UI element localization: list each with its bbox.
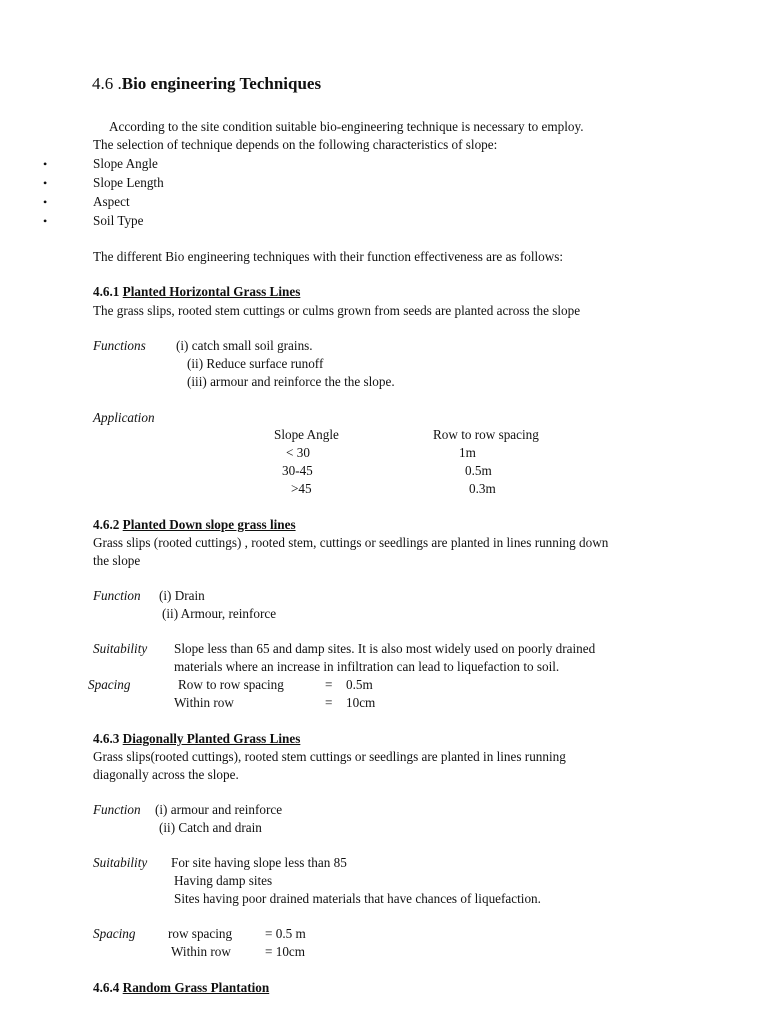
function-item: (ii) Armour, reinforce — [162, 606, 277, 621]
subsection-heading-462 — [93, 518, 296, 531]
suitability-label: Suitability — [93, 641, 148, 656]
table-cell: 30-45 — [282, 463, 313, 478]
section-title: Bio engineering Techniques — [121, 74, 322, 93]
application-label: Application — [93, 410, 155, 425]
subsection-desc: Grass slips(rooted cuttings), rooted stem cuttings or seedlings are planted in lines running — [93, 749, 566, 764]
bullet-icon: • — [43, 195, 48, 209]
spacing-value: 10cm — [346, 695, 376, 710]
table-header-spacing: Row to row spacing — [433, 427, 539, 442]
function-item: (iii) armour and reinforce the the slope. — [187, 374, 395, 389]
spacing-item-label: Row to row spacing — [178, 677, 284, 692]
spacing-equals: = — [325, 695, 333, 710]
bullet-icon: • — [43, 157, 48, 171]
functions-label: Functions — [93, 338, 146, 353]
intro-line-1: According to the site condition suitable bio-engineering technique is necessary to employ. — [109, 119, 584, 134]
subsection-desc: diagonally across the slope. — [93, 767, 239, 782]
subsection-desc: The grass slips, rooted stem cuttings or culms grown from seeds are planted across the slope — [93, 303, 581, 318]
table-cell: 1m — [459, 445, 476, 460]
table-cell: >45 — [291, 481, 312, 496]
table-header-slope-angle: Slope Angle — [274, 427, 339, 442]
page-title — [92, 75, 321, 92]
subsection-heading-461 — [93, 285, 300, 298]
list-item: Slope Angle — [93, 156, 158, 171]
list-item: Soil Type — [93, 213, 144, 228]
subsection-title: Random Grass Plantation — [122, 980, 270, 995]
function-item: (ii) Reduce surface runoff — [187, 356, 324, 371]
subsection-desc: the slope — [93, 553, 141, 568]
suitability-text: For site having slope less than 85 — [171, 855, 347, 870]
subsection-heading-463 — [93, 732, 300, 745]
suitability-text: Slope less than 65 and damp sites. It is also most widely used on poorly drained — [174, 641, 596, 656]
spacing-item-label: row spacing — [168, 926, 233, 941]
subsection-number: 4.6.4 — [93, 980, 120, 995]
subsection-title: Planted Horizontal Grass Lines — [122, 284, 301, 299]
section-number: 4.6 . — [92, 74, 122, 93]
subsection-number: 4.6.1 — [93, 284, 120, 299]
table-cell: 0.5m — [465, 463, 492, 478]
spacing-label: Spacing — [93, 926, 136, 941]
suitability-text: Sites having poor drained materials that have chances of liquefaction. — [174, 891, 541, 906]
techniques-intro: The different Bio engineering techniques with their function effectiveness are as follows: — [93, 249, 564, 264]
suitability-label: Suitability — [93, 855, 148, 870]
subsection-title: Planted Down slope grass lines — [122, 517, 296, 532]
bullet-icon: • — [43, 176, 48, 190]
spacing-equals: = — [325, 677, 333, 692]
list-item: Slope Length — [93, 175, 164, 190]
function-label: Function — [93, 588, 141, 603]
function-item: (i) catch small soil grains. — [176, 338, 313, 353]
function-label: Function — [93, 802, 141, 817]
subsection-number: 4.6.3 — [93, 731, 120, 746]
intro-line-2: The selection of technique depends on the following characteristics of slope: — [93, 137, 498, 152]
spacing-item-label: Within row — [174, 695, 234, 710]
bullet-icon: • — [43, 214, 48, 228]
spacing-label: Spacing — [88, 677, 131, 692]
suitability-text: Having damp sites — [174, 873, 273, 888]
function-item: (i) armour and reinforce — [155, 802, 283, 817]
function-item: (ii) Catch and drain — [159, 820, 262, 835]
spacing-value: = 0.5 m — [265, 926, 306, 941]
function-item: (i) Drain — [159, 588, 205, 603]
spacing-value: = 10cm — [265, 944, 306, 959]
subsection-desc: Grass slips (rooted cuttings) , rooted stem, cuttings or seedlings are planted in lines running down — [93, 535, 609, 550]
table-cell: 0.3m — [469, 481, 496, 496]
subsection-number: 4.6.2 — [93, 517, 120, 532]
spacing-value: 0.5m — [346, 677, 373, 692]
subsection-title: Diagonally Planted Grass Lines — [122, 731, 301, 746]
spacing-item-label: Within row — [171, 944, 231, 959]
suitability-text: materials where an increase in infiltration can lead to liquefaction to soil. — [174, 659, 560, 674]
subsection-heading-464 — [93, 981, 269, 994]
list-item: Aspect — [93, 194, 130, 209]
table-cell: < 30 — [286, 445, 310, 460]
